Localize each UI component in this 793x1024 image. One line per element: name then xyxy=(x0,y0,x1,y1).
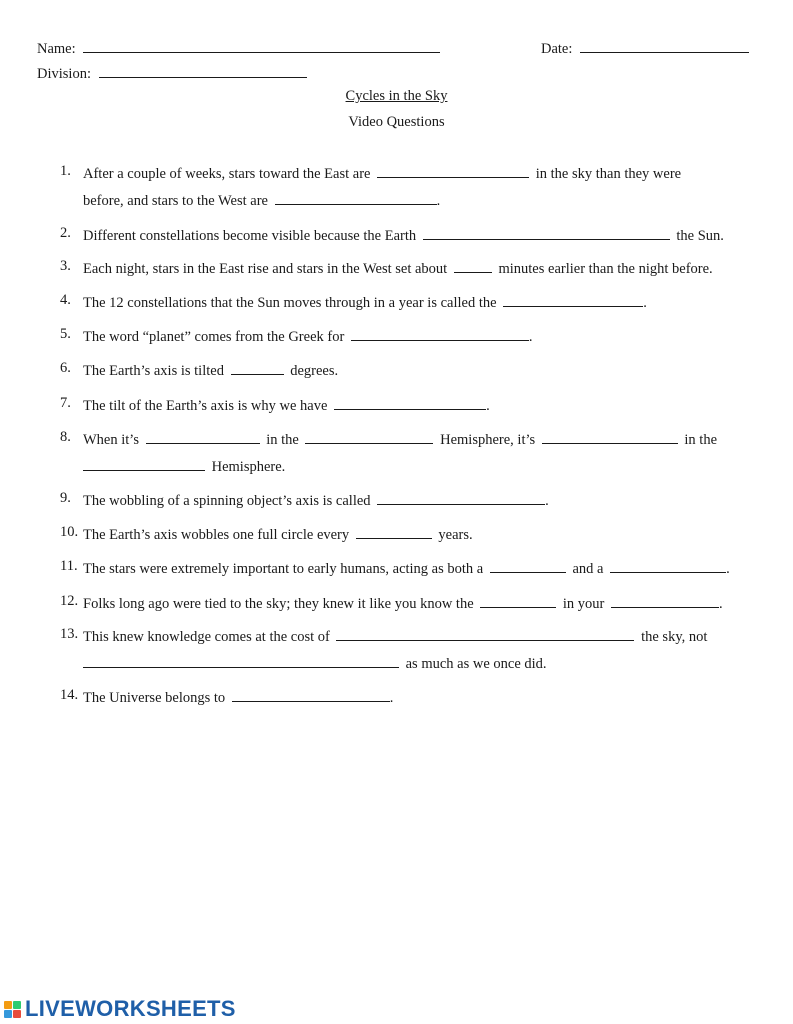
date-field[interactable] xyxy=(580,38,749,53)
division-row xyxy=(37,63,307,83)
answer-blank[interactable] xyxy=(490,558,566,573)
question-number: 1. xyxy=(60,163,71,179)
question-text: . xyxy=(643,295,647,311)
answer-blank[interactable] xyxy=(83,653,399,668)
question-line xyxy=(83,593,723,613)
question-text: . xyxy=(528,329,533,345)
question-text: as much as we once did. xyxy=(405,656,547,672)
date-row xyxy=(541,38,749,58)
answer-blank[interactable] xyxy=(351,326,529,341)
question-line xyxy=(83,190,440,210)
question-text: The Earth’s axis is tilted xyxy=(83,363,224,379)
question-text: Hemisphere. xyxy=(211,459,286,475)
question-text: The wobbling of a spinning object’s axis is called xyxy=(83,493,371,509)
question-text: When it’s xyxy=(83,432,139,448)
question-text: in the xyxy=(684,432,718,448)
question-text: The Earth’s axis wobbles one full circle every xyxy=(83,527,350,543)
question-line xyxy=(83,326,533,346)
question-number: 11. xyxy=(60,558,78,574)
question-number: 3. xyxy=(60,258,71,274)
answer-blank[interactable] xyxy=(610,558,726,573)
answer-blank[interactable] xyxy=(611,593,719,608)
question-text: . xyxy=(719,596,723,612)
question-number: 7. xyxy=(60,395,71,411)
question-text: the sky, not xyxy=(641,629,708,645)
answer-blank[interactable] xyxy=(377,163,529,178)
question-text: degrees. xyxy=(290,363,339,379)
question-text: Each night, stars in the East rise and stars in the West set about xyxy=(83,261,448,277)
question-text: in your xyxy=(562,596,605,612)
question-number: 4. xyxy=(60,292,71,308)
question-number: 9. xyxy=(60,490,71,506)
answer-blank[interactable] xyxy=(275,190,437,205)
question-number: 8. xyxy=(60,429,71,445)
question-number: 2. xyxy=(60,225,71,241)
question-line xyxy=(83,258,713,278)
question-line xyxy=(83,456,285,476)
question-line xyxy=(83,626,707,646)
question-text: Different constellations become visible because the Earth xyxy=(83,228,417,244)
answer-blank[interactable] xyxy=(146,429,260,444)
question-text: This knew knowledge comes at the cost of xyxy=(83,629,330,645)
logo-grid-icon xyxy=(4,1001,21,1018)
liveworksheets-logo xyxy=(4,997,236,1021)
question-number: 6. xyxy=(60,360,71,376)
question-line xyxy=(83,558,730,578)
question-line xyxy=(83,490,549,510)
answer-blank[interactable] xyxy=(231,360,284,375)
name-field[interactable] xyxy=(83,38,440,53)
worksheet-subtitle: Video Questions xyxy=(348,114,445,130)
question-text: years. xyxy=(438,527,473,543)
division-label: Division: xyxy=(37,66,91,82)
question-line xyxy=(83,163,681,183)
answer-blank[interactable] xyxy=(480,593,556,608)
question-number: 13. xyxy=(60,626,79,642)
question-line xyxy=(83,653,547,673)
question-text: in the sky than they were xyxy=(535,166,682,182)
answer-blank[interactable] xyxy=(542,429,678,444)
question-text: The word “planet” comes from the Greek for xyxy=(83,329,345,345)
question-text: in the xyxy=(266,432,299,448)
question-text: The Universe belongs to xyxy=(83,690,226,706)
question-line xyxy=(83,524,473,544)
answer-blank[interactable] xyxy=(305,429,433,444)
question-text: . xyxy=(726,561,730,577)
question-number: 14. xyxy=(60,687,79,703)
question-text: the Sun. xyxy=(676,228,724,244)
question-line xyxy=(83,360,338,380)
question-text: After a couple of weeks, stars toward the East are xyxy=(83,166,371,182)
question-text: Folks long ago were tied to the sky; they knew it like you know the xyxy=(83,596,474,612)
answer-blank[interactable] xyxy=(336,626,634,641)
answer-blank[interactable] xyxy=(334,395,486,410)
question-line xyxy=(83,292,647,312)
question-line xyxy=(83,225,724,245)
division-field[interactable] xyxy=(99,63,307,78)
question-text: Hemisphere, it’s xyxy=(440,432,536,448)
answer-blank[interactable] xyxy=(503,292,643,307)
name-label: Name: xyxy=(37,41,76,57)
question-text: . xyxy=(436,193,441,209)
question-text: before, and stars to the West are xyxy=(83,193,268,209)
date-label: Date: xyxy=(541,41,573,57)
question-text: and a xyxy=(572,561,604,577)
question-line xyxy=(83,395,490,415)
answer-blank[interactable] xyxy=(356,524,432,539)
question-number: 10. xyxy=(60,524,79,540)
question-text: . xyxy=(389,690,394,706)
question-text: The stars were extremely important to early humans, acting as both a xyxy=(83,561,484,577)
name-row xyxy=(37,38,440,58)
answer-blank[interactable] xyxy=(423,225,670,240)
brand-name: LIVEWORKSHEETS xyxy=(25,996,236,1021)
answer-blank[interactable] xyxy=(232,687,390,702)
question-number: 5. xyxy=(60,326,71,342)
question-text: The 12 constellations that the Sun moves through in a year is called the xyxy=(83,295,497,311)
question-text: . xyxy=(486,398,490,414)
question-text: . xyxy=(545,493,549,509)
question-number: 12. xyxy=(60,593,79,609)
question-text: The tilt of the Earth’s axis is why we have xyxy=(83,398,328,414)
question-line xyxy=(83,429,717,449)
question-text: minutes earlier than the night before. xyxy=(498,261,713,277)
worksheet-title: Cycles in the Sky xyxy=(345,88,448,104)
answer-blank[interactable] xyxy=(454,258,492,273)
answer-blank[interactable] xyxy=(377,490,545,505)
answer-blank[interactable] xyxy=(83,456,205,471)
question-line xyxy=(83,687,393,707)
